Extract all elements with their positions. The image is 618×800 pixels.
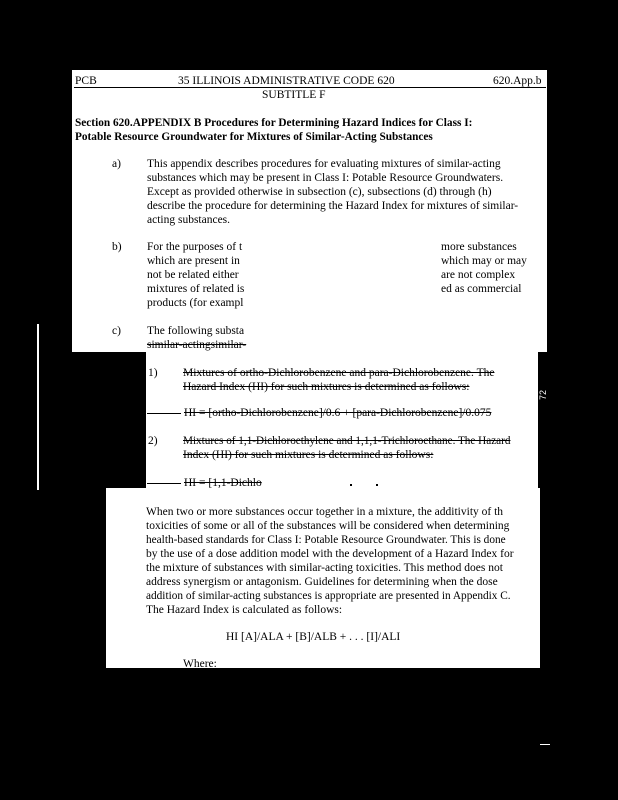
para-b-right-line: are not complex xyxy=(441,269,516,281)
item2-line2: Index (HI) for such mixtures is determined as follows: xyxy=(183,449,434,461)
para-b-right-line: ed as commercial xyxy=(441,283,522,295)
scan-speck xyxy=(350,484,352,486)
section-title-line2: Potable Resource Groundwater for Mixtures of Similar-Acting Substances xyxy=(75,131,433,143)
item3-line: The Hazard Index is calculated as follows: xyxy=(146,604,343,616)
para-a-line: Except as provided otherwise in subsection (c), subsections (d) through (h) xyxy=(147,186,492,198)
para-a-label: a) xyxy=(112,158,121,170)
item3-line: by the use of a dose addition model with the development of a Hazard Index for xyxy=(146,548,514,560)
margin-mark: 72 xyxy=(538,389,549,401)
left-margin-bar xyxy=(37,324,39,490)
item1-formula: HI = [ortho-Dichlorobenzene]/0.6 + [para-Dichlorobenzene]/0.075 xyxy=(184,407,492,419)
item2-formula: HI = [1,1-Dichlo xyxy=(184,477,262,489)
para-b-right-line: which may or may xyxy=(441,255,527,267)
item2-formula-lead-rule xyxy=(147,483,181,484)
para-a-line: This appendix describes procedures for evaluating mixtures of similar-acting xyxy=(147,158,501,170)
item2-label: 2) xyxy=(148,435,158,447)
para-b-left-line: mixtures of related is xyxy=(147,283,245,295)
para-a-line: acting substances. xyxy=(147,214,231,226)
para-b-left-line: which are present in xyxy=(147,255,240,267)
item3-formula: HI [A]/ALA + [B]/ALB + . . . [I]/ALI xyxy=(226,631,401,643)
item1-line2: Hazard Index (HI) for such mixtures is determined as follows: xyxy=(183,381,470,393)
para-a-line: substances which may be present in Class I: Potable Resource Groundwaters. xyxy=(147,172,504,184)
item3-where: Where: xyxy=(183,658,217,670)
scan-speck xyxy=(376,484,378,486)
header-left: PCB xyxy=(75,75,97,87)
item3-line: toxicities of some or all of the substances will be considered when determining xyxy=(146,520,510,532)
section-title-line1: Section 620.APPENDIX B Procedures for Determining Hazard Indices for Class I: xyxy=(75,117,473,129)
item3-line: the mixture of substances with similar-acting toxicities. This method does not xyxy=(146,562,503,574)
item3-label: 3) xyxy=(108,506,118,518)
para-a-line: describe the procedure for determining the Hazard Index for mixtures of similar- xyxy=(147,200,519,212)
para-b-left-line: products (for exampl xyxy=(147,297,244,309)
item1-formula-lead-rule xyxy=(147,413,181,414)
para-b-left-line: For the purposes of t xyxy=(147,241,243,253)
para-c-line1: The following substa xyxy=(147,325,245,337)
item3-line: When two or more substances occur together in a mixture, the additivity of th xyxy=(146,506,504,518)
item3-line: addition of similar-acting substances is appropriate are presented in Appendix C. xyxy=(146,590,511,602)
item3-line: health-based standards for Class I: Potable Resource Groundwater. This is done xyxy=(146,534,506,546)
para-b-left-line: not be related either xyxy=(147,269,239,281)
bottom-right-dash xyxy=(540,744,550,745)
para-c-label: c) xyxy=(112,325,121,337)
item3-line: address synergism or antagonism. Guidelines for determining when the dose xyxy=(146,576,498,588)
header-center: 35 ILLINOIS ADMINISTRATIVE CODE 620 xyxy=(178,75,395,87)
header-subtitle: SUBTITLE F xyxy=(262,89,326,101)
para-c-line2: similar-actingsimilar- xyxy=(147,339,247,351)
item1-label: 1) xyxy=(148,367,158,379)
item1-line1: Mixtures of ortho-Dichlorobenzene and para-Dichlorobenzene. The xyxy=(183,367,495,379)
item2-line1: Mixtures of 1,1-Dichloroethylene and 1,1,1-Trichloroethane. The Hazard xyxy=(183,435,511,447)
header-right: 620.App.b xyxy=(493,75,542,87)
para-b-right-line: more substances xyxy=(441,241,517,253)
para-b-label: b) xyxy=(112,241,122,253)
